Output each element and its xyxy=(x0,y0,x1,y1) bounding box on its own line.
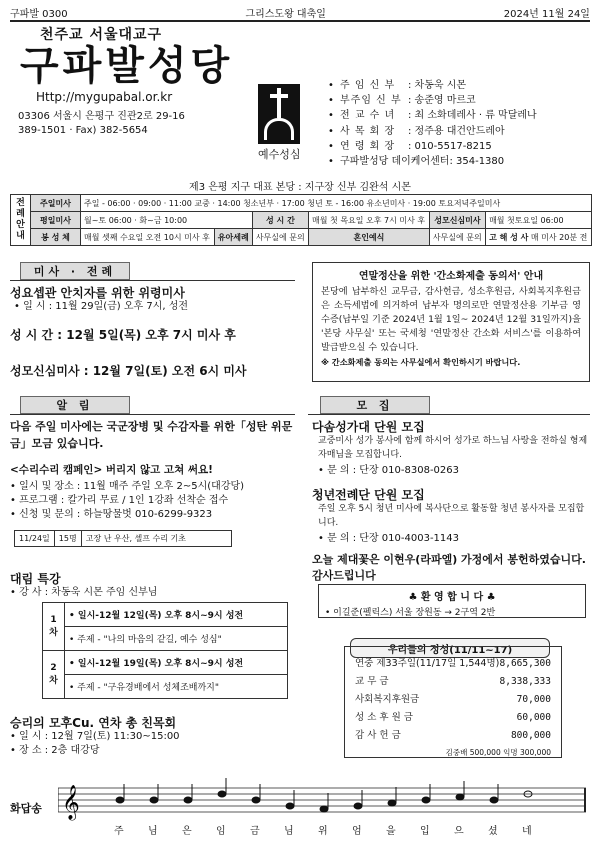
bullet-icon: • xyxy=(328,156,334,168)
note-head xyxy=(116,797,124,803)
lyric-syllable: 을 xyxy=(386,826,396,837)
parish-diocese: 천주교 서울대교구 xyxy=(40,27,163,43)
schedule-side-label: 전례안내 xyxy=(11,195,31,246)
confession-time: 매 미사 20분 전 xyxy=(530,232,588,242)
parish-title-block xyxy=(12,24,262,174)
note-head xyxy=(184,797,192,803)
note-head xyxy=(388,800,396,806)
lyric-syllable: 위 xyxy=(318,826,328,837)
offering-value: 800,000 xyxy=(510,730,551,741)
tax-notice-title: 연말정산을 위한 '간소화제출 동의서' 안내 xyxy=(358,271,544,282)
offering-label: 사회복지후원금 xyxy=(355,694,420,705)
note-head xyxy=(252,797,260,803)
sunday-mass-times: 주일 - 06:00 · 09:00 · 11:00 교중 · 14:00 청소년부 · 17:00 청년 토 - 16:00 유소년미사 · 19:00 토요저녁주일미사 xyxy=(81,195,592,212)
parish-logo xyxy=(258,84,300,160)
communion-visit-label: 봉 성 체 xyxy=(31,229,81,246)
offering-label: 연중 제33주일(11/17일 1,544명) xyxy=(355,658,500,669)
parish-url[interactable]: Http://mygupabal.or.kr xyxy=(36,90,173,104)
lyric-syllable: 셨 xyxy=(488,826,498,837)
social-gathering-place: • 장 소 : 2층 대강당 xyxy=(10,745,100,756)
lecture-session-number: 1차 xyxy=(43,603,65,651)
issue-number: 구파발 0300 xyxy=(10,8,68,20)
note-head xyxy=(354,803,362,809)
notices-section-tab: 알 림 xyxy=(20,396,130,414)
mass-divider xyxy=(10,280,295,281)
offering-value: 70,000 xyxy=(516,694,551,705)
memorial-mass-title: 성요셉관 안치자를 위한 위령미사 xyxy=(10,286,185,300)
parish-address: 03306 서울시 은평구 진관2로 29-16 xyxy=(18,111,185,122)
staff-name: : 최 소화데레사 · 류 막달레나 xyxy=(408,110,537,122)
campaign-line: • 신청 및 문의 : 하늘땅물벗 010-6299-9323 xyxy=(10,509,213,520)
offering-label: 교 무 금 xyxy=(355,676,389,687)
lyric-syllable: 은 xyxy=(182,826,192,837)
staff-name: : 송준영 마르코 xyxy=(408,95,476,107)
communion-visit-text: 매월 셋째 수요일 오전 10시 미사 후 xyxy=(81,229,215,246)
offering-box xyxy=(344,646,562,758)
welcome-box xyxy=(318,584,586,618)
staff-name: : 정주용 대건안드레아 xyxy=(408,125,505,137)
psalm-lyrics xyxy=(58,822,588,836)
issue-date: 2024년 11월 24일 xyxy=(503,8,590,20)
altar-server-recruit-title: 청년전례단 단원 모집 xyxy=(312,488,425,502)
lyric-syllable: 으 xyxy=(454,826,464,837)
offering-value: 60,000 xyxy=(516,712,551,723)
lyric-syllable: 주 xyxy=(114,826,124,837)
staff-name: : 354-1380 xyxy=(449,156,505,168)
offering-row xyxy=(355,673,551,691)
weekday-mass-times: 월~토 06:00 · 화~금 10:00 xyxy=(81,212,253,229)
offering-rows xyxy=(355,655,551,745)
staff-name: : 010-5517-8215 xyxy=(408,140,492,152)
notices-divider xyxy=(10,414,295,415)
repair-campaign-lines xyxy=(10,480,295,522)
holy-hour-text: 매월 첫 목요일 오후 7시 미사 후 xyxy=(309,212,430,229)
bullet-icon: • xyxy=(328,125,334,137)
bullet-icon: • xyxy=(328,95,334,107)
bullet-icon: • xyxy=(328,140,334,152)
bullet-icon: • xyxy=(328,110,334,122)
offering-footnote: 김중배 500,000 익명 300,000 xyxy=(445,748,551,757)
lecture-session-time: • 일시-12월 19일(목) 오후 8시~9시 성전 xyxy=(65,651,288,675)
liturgy-schedule-table xyxy=(10,194,592,246)
lecture-session-topic: • 주제 - "구유경배에서 성체조배까지" xyxy=(65,675,288,699)
infant-baptism-text: 사무실에 문의 xyxy=(252,229,308,246)
christmas-collection-notice: 다음 주일 미사에는 국군장병 및 수감자를 위한「성탄 위문금」모금 있습니다. xyxy=(10,420,293,450)
advent-lecture-table xyxy=(42,602,288,699)
offering-value: 8,665,300 xyxy=(499,658,551,669)
social-gathering-time: • 일 시 : 12월 7일(토) 11:30~15:00 xyxy=(10,731,180,742)
staff-row xyxy=(328,124,590,139)
offering-row xyxy=(355,691,551,709)
campaign-line: • 일시 및 장소 : 11월 매주 주일 오후 2~5시(대강당) xyxy=(10,481,245,492)
note-head xyxy=(456,794,464,800)
altar-server-recruit-body: 주일 오후 5시 청년 미사에 복사단으로 활동할 청년 봉사자를 모집합니다. xyxy=(318,504,585,528)
lyric-syllable: 금 xyxy=(250,826,260,837)
holy-hour-label: 성 시 간 xyxy=(252,212,308,229)
district-notice: 제3 은평 지구 대표 본당 : 지구장 신부 김완석 시몬 xyxy=(189,182,411,193)
lecture-session-topic: • 주제 - "나의 마음의 같길, 예수 성심" xyxy=(65,627,288,651)
altar-server-recruit-contact: • 문 의 : 단장 010-4003-1143 xyxy=(318,533,460,544)
tax-notice-box xyxy=(312,262,590,382)
parish-phone: 389-1501 · Fax) 382-5654 xyxy=(18,125,148,136)
staff-role: 사 목 회 장 xyxy=(340,125,396,137)
treble-clef-icon: 𝄞 xyxy=(62,785,80,820)
lyric-syllable: 임 xyxy=(216,826,226,837)
staff-row xyxy=(328,93,590,108)
marian-mass-label: 성모신심미사 xyxy=(429,212,485,229)
altar-flower-thanks: 오늘 제대꽃은 이현우(라파엘) 가정에서 봉헌하였습니다. 감사드립니다 xyxy=(312,553,586,582)
note-head xyxy=(320,806,328,812)
sacred-heart-logo-icon xyxy=(258,84,300,144)
lyric-syllable: 님 xyxy=(148,826,158,837)
tax-notice-note: ※ 간소화제출 동의는 사무실에서 확인하시기 바랍니다. xyxy=(321,357,521,367)
parish-name: 구파발성당 xyxy=(20,43,234,89)
staff-role: 부주임 신 부 xyxy=(340,95,402,107)
weekday-mass-label: 평일미사 xyxy=(31,212,81,229)
confession-label: 고 해 성 사 xyxy=(489,232,529,242)
staff-row xyxy=(328,139,590,154)
holy-hour-notice: 성 시 간 : 12월 5일(목) 오후 7시 미사 후 xyxy=(10,328,236,342)
staff-name: : 차동욱 시몬 xyxy=(408,80,467,91)
staff-row xyxy=(328,108,590,123)
memorial-mass-detail: • 일 시 : 11월 29일(금) 오후 7시, 성전 xyxy=(14,301,189,312)
repair-campaign-title: <수리수리 캠페인> 버리지 않고 고쳐 써요! xyxy=(10,464,213,476)
choir-recruit-contact: • 문 의 : 단장 010-8308-0263 xyxy=(318,465,460,476)
repair-topic: 고장 난 우산, 셀프 수리 기초 xyxy=(81,531,231,547)
marian-mass-notice: 성모신심미사 : 12월 7일(토) 오전 6시 미사 xyxy=(10,364,247,378)
lyric-syllable: 엄 xyxy=(352,826,362,837)
offering-label: 감 사 헌 금 xyxy=(355,730,401,741)
staff-row xyxy=(328,154,590,169)
note-head xyxy=(218,791,226,797)
marian-mass-text: 매월 첫토요일 06:00 xyxy=(486,212,592,229)
repair-capacity: 15명 xyxy=(54,531,81,547)
offering-title: 우리들의 정성(11/11~17) xyxy=(350,638,550,658)
lyric-syllable: 님 xyxy=(284,826,294,837)
feast-name: 그리스도왕 대축일 xyxy=(245,8,326,20)
staff-role: 전 교 수 녀 xyxy=(340,110,396,122)
advent-lecture-title: 대림 특강 xyxy=(10,572,61,586)
offering-value: 8,338,333 xyxy=(499,676,551,687)
offering-row xyxy=(355,727,551,745)
note-head xyxy=(422,797,430,803)
note-head xyxy=(286,803,294,809)
offering-row xyxy=(355,709,551,727)
mass-section-tab: 미사 · 전례 xyxy=(20,262,130,280)
marriage-text: 사무실에 문의 xyxy=(429,229,485,246)
psalm-staff xyxy=(58,778,588,828)
staff-role: 구파발성당 데이케어센터 xyxy=(340,156,450,168)
tax-notice-body: 본당에 납부하신 교무금, 감사헌금, 성소후원금, 사회복지후원금은 소득세법에 의거하여 납부자 명의로만 연말정산용 기부금 영수증(납부일 기준 2024년 1월 1일~ 2024년 12월 31일까지)을 '본당 사무실' 또는 국세청 '연말정산 간소화 서비스'를 이용하여 발급받으실 수 있습니다. xyxy=(321,286,581,353)
social-gathering-title: 승리의 모후Cu. 연차 총 친목회 xyxy=(10,716,177,730)
repair-date: 11/24일 xyxy=(15,531,55,547)
welcome-title: ♣ 환 영 합 니 다 ♣ xyxy=(408,592,496,603)
recruit-section-tab: 모 집 xyxy=(320,396,430,414)
lyric-syllable: 입 xyxy=(420,826,430,837)
choir-recruit-body: 교중미사 성가 봉사에 함께 하시어 성가로 하느님 사랑을 전하실 형제 자매님을 모집합니다. xyxy=(318,436,588,460)
infant-baptism-label: 유아세례 xyxy=(214,229,252,246)
marriage-label: 혼인예식 xyxy=(309,229,430,246)
confession-text xyxy=(486,229,592,246)
lyric-syllable: 네 xyxy=(522,826,532,837)
campaign-line: • 프로그램 : 칼가리 무료 / 1인 1강좌 선착순 접수 xyxy=(10,495,229,506)
offering-row xyxy=(355,655,551,673)
lecture-session-time: • 일시-12월 12일(목) 오후 8시~9시 성전 xyxy=(65,603,288,627)
recruit-divider xyxy=(308,414,590,415)
repair-schedule-table xyxy=(14,530,232,547)
staff-list xyxy=(328,78,590,169)
note-head xyxy=(490,797,498,803)
sunday-mass-label: 주일미사 xyxy=(31,195,81,212)
header-bar xyxy=(10,4,590,22)
offering-label: 성 소 후 원 금 xyxy=(355,712,413,723)
note-head xyxy=(150,797,158,803)
welcome-newcomer: • 이길준(펠릭스) 서울 장원동 → 2구역 2반 xyxy=(325,608,496,618)
staff-row xyxy=(328,78,590,93)
staff-role: 연 령 회 장 xyxy=(340,140,396,152)
staff-role: 주 임 신 부 xyxy=(340,80,396,91)
logo-caption: 예수성심 xyxy=(258,148,301,161)
bullet-icon: • xyxy=(328,80,334,91)
advent-lecture-speaker: • 강 사 : 차동욱 시몬 주임 신부님 xyxy=(10,587,158,598)
choir-recruit-title: 다솜성가대 단원 모집 xyxy=(312,420,425,434)
psalm-label: 화답송 xyxy=(10,802,42,815)
lecture-session-number: 2차 xyxy=(43,651,65,699)
